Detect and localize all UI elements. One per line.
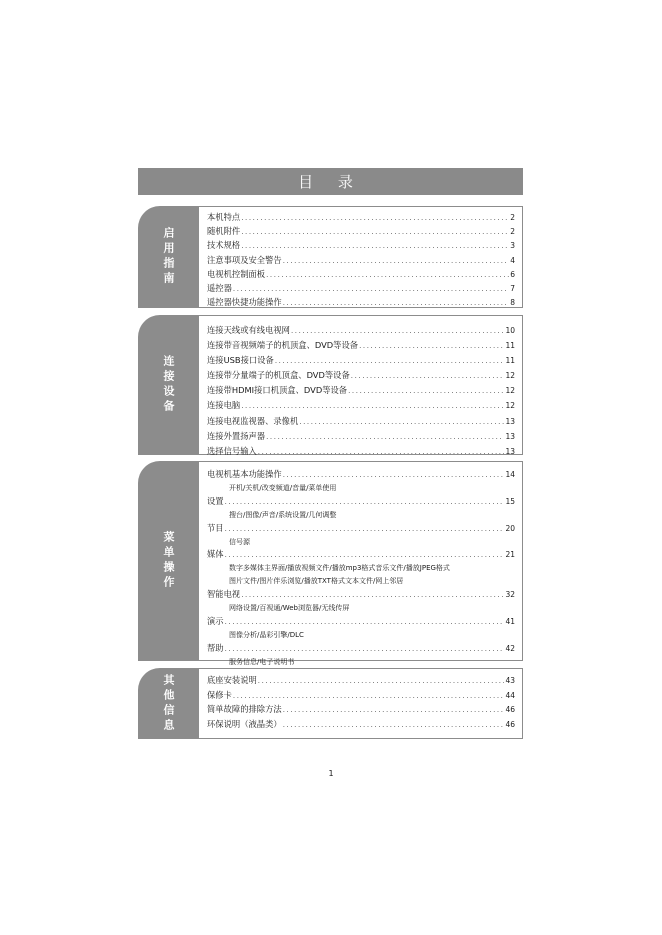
- section-other-info: [138, 668, 523, 739]
- toc-entry[interactable]: [207, 211, 515, 225]
- toc-entry-title: 连接天线或有线电视网: [207, 325, 290, 335]
- toc-entry-page: 42: [505, 643, 515, 653]
- toc-entry-page: 32: [505, 590, 515, 600]
- toc-entry[interactable]: [207, 383, 515, 398]
- page-number: 1: [328, 769, 334, 778]
- toc-list: [207, 323, 515, 459]
- toc-entry-page: 41: [505, 616, 515, 626]
- toc-entry-title: 连接电脑: [207, 400, 241, 411]
- section-tab: [138, 315, 198, 455]
- toc-entry[interactable]: [207, 268, 515, 282]
- toc-entry-title: 遥控器快捷功能操作: [207, 297, 282, 308]
- toc-entry-title: 连接带音视频端子的机顶盒、DVD等设备: [207, 340, 359, 351]
- toc-entry-title: 选择信号输入: [207, 445, 257, 456]
- toc-subtopics: 图像分析/晶彩引擎/DLC: [229, 630, 304, 639]
- toc-entry-title: 电视机控制面板: [207, 268, 266, 279]
- toc-entry-title: 环保说明（液晶类）: [207, 718, 282, 729]
- toc-entry-page: 14: [505, 470, 515, 479]
- toc-entry[interactable]: [207, 296, 515, 310]
- toc-entry-title: 帮助: [207, 642, 224, 653]
- toc-entry[interactable]: [207, 495, 515, 509]
- toc-entry-title: 连接电视监视器、录像机: [207, 415, 299, 426]
- toc-entry-page: 2: [510, 213, 515, 222]
- toc-entry-page: 44: [505, 690, 515, 700]
- toc-entry-title: 连接带分量端子的机顶盒、DVD等设备: [207, 370, 350, 381]
- toc-entry-page: 46: [505, 705, 515, 715]
- toc-entry-page: 4: [510, 255, 515, 265]
- section-label: 菜单操作: [162, 531, 175, 591]
- toc-entry[interactable]: [207, 414, 515, 429]
- toc-entry-title: 遥控器: [207, 283, 232, 294]
- toc-entry[interactable]: [207, 468, 515, 482]
- section-menu-operation: [138, 461, 523, 666]
- section-getting-started: [138, 206, 523, 308]
- section-label: 连接设备: [162, 355, 175, 415]
- toc-entry-title: 媒体: [207, 549, 224, 560]
- section-label: 启用指南: [162, 227, 175, 287]
- toc-title-bar: [138, 168, 523, 195]
- toc-entry-title: 简单故障的排除方法: [207, 704, 282, 715]
- section-label: 其他信息: [162, 673, 175, 734]
- toc-entry[interactable]: [207, 254, 515, 268]
- toc-list: [207, 211, 515, 310]
- toc-subtopics: 搜台/图像/声音/系统设置/几何调整: [229, 510, 337, 519]
- toc-subtopics: 图片文件/图片伴乐浏览/播放TXT格式文本文件/网上邻居: [229, 577, 404, 586]
- toc-subtopics: 服务信息/电子说明书: [229, 657, 295, 666]
- toc-entry-title: 连接外置扬声器: [207, 430, 266, 441]
- toc-entry-page: 43: [505, 676, 515, 685]
- toc-entry-page: 12: [505, 371, 515, 381]
- toc-subtopics: 信号源: [229, 537, 250, 546]
- toc-entry-page: 12: [505, 401, 515, 411]
- toc-entry-title: 底座安装说明: [207, 675, 257, 685]
- toc-entry[interactable]: [207, 642, 515, 656]
- toc-entry[interactable]: [207, 323, 515, 338]
- toc-entry[interactable]: [207, 689, 515, 704]
- toc-entry-page: 12: [505, 386, 515, 396]
- toc-entry-page: 10: [505, 326, 515, 335]
- section-tab: [138, 668, 198, 739]
- toc-list: [207, 468, 515, 669]
- toc-entry[interactable]: [207, 353, 515, 368]
- toc-entry[interactable]: [207, 338, 515, 353]
- toc-entry[interactable]: [207, 398, 515, 413]
- toc-entry-page: 13: [505, 446, 515, 456]
- toc-subtopics: 网络设置/百视通/Web浏览器/无线传屏: [229, 604, 350, 613]
- toc-entry-page: 8: [510, 298, 515, 308]
- toc-entry-title: 节目: [207, 522, 224, 533]
- toc-entry[interactable]: [207, 615, 515, 629]
- toc-entry-page: 2: [510, 227, 515, 237]
- toc-entry-page: 6: [510, 269, 515, 279]
- toc-entry[interactable]: [207, 239, 515, 253]
- toc-entry[interactable]: [207, 674, 515, 689]
- toc-entry[interactable]: [207, 225, 515, 239]
- toc-entry-title: 设置: [207, 495, 224, 506]
- toc-subtopics: 开机/关机/改变频道/音量/菜单使用: [229, 483, 337, 492]
- toc-entry-title: 随机附件: [207, 226, 241, 237]
- toc-entry-title: 本机特点: [207, 212, 241, 222]
- toc-subtopics: 数字多媒体主界面/播放视频文件/播放mp3格式音乐文件/播放JPEG格式: [229, 564, 450, 573]
- toc-title: 目 录: [298, 173, 363, 191]
- toc-entry-page: 7: [510, 284, 515, 294]
- toc-entry[interactable]: [207, 588, 515, 602]
- toc-entry-page: 13: [505, 431, 515, 441]
- toc-entry-page: 21: [505, 550, 515, 560]
- toc-entry-title: 电视机基本功能操作: [207, 469, 282, 479]
- toc-entry-page: 15: [505, 496, 515, 506]
- toc-entry-page: 20: [505, 523, 515, 533]
- toc-entry-title: 智能电视: [207, 589, 241, 600]
- toc-entry[interactable]: [207, 522, 515, 536]
- toc-entry-title: 保修卡: [207, 689, 232, 700]
- toc-list: [207, 674, 515, 732]
- toc-entry[interactable]: [207, 548, 515, 562]
- toc-entry-title: 注意事项及安全警告: [207, 254, 282, 265]
- toc-entry[interactable]: [207, 444, 515, 459]
- toc-entry-title: 连接USB接口设备: [207, 355, 274, 366]
- toc-entry[interactable]: [207, 718, 515, 733]
- toc-entry-page: 11: [505, 356, 515, 366]
- section-connect-devices: [138, 315, 523, 455]
- toc-entry-page: 13: [505, 416, 515, 426]
- toc-entry-title: 技术规格: [207, 240, 241, 251]
- section-tab: [138, 206, 198, 308]
- toc-entry-page: 3: [510, 241, 515, 251]
- toc-entry-page: 46: [505, 719, 515, 729]
- toc-entry[interactable]: [207, 429, 515, 444]
- toc-entry[interactable]: [207, 703, 515, 718]
- toc-entry-title: 连接带HDMI接口机顶盒、DVD等设备: [207, 385, 348, 396]
- toc-entry-page: 11: [505, 341, 515, 351]
- toc-entry[interactable]: [207, 282, 515, 296]
- toc-entry-title: 演示: [207, 615, 224, 626]
- section-tab: [138, 461, 198, 661]
- toc-entry[interactable]: [207, 368, 515, 383]
